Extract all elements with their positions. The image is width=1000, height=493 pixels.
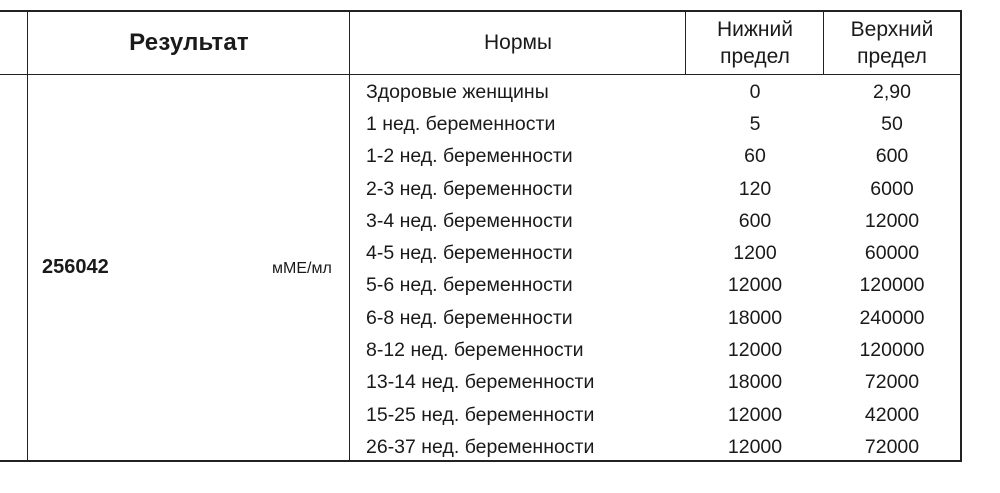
- norm-lower-limit: 60: [744, 145, 766, 168]
- norm-lower-limit: 18000: [727, 371, 783, 394]
- norm-label: 13-14 нед. беременности: [366, 371, 595, 394]
- norm-upper-limit: 60000: [864, 242, 920, 265]
- norm-label: 1 нед. беременности: [366, 112, 556, 135]
- norm-row: [350, 108, 960, 140]
- header-lower-limit: [686, 12, 824, 74]
- norm-lower-limit: 12000: [727, 435, 783, 458]
- norm-upper-limit: 12000: [864, 209, 920, 232]
- header-divider: [0, 74, 960, 75]
- norm-label: 3-4 нед. беременности: [366, 209, 573, 232]
- norm-row: [350, 431, 960, 463]
- norm-row: [350, 270, 960, 302]
- norm-upper-limit: 42000: [864, 403, 920, 426]
- norm-label: 26-37 нед. беременности: [366, 435, 595, 458]
- norm-lower-limit: 12000: [727, 274, 783, 297]
- left-border: [27, 12, 28, 460]
- norm-label: 5-6 нед. беременности: [366, 274, 573, 297]
- result-unit: мМЕ/мл: [272, 260, 332, 277]
- result-value: 256042: [42, 256, 109, 278]
- norm-label: 15-25 нед. беременности: [366, 403, 595, 426]
- norm-row: [350, 205, 960, 237]
- header-upper-limit: [824, 12, 960, 74]
- norm-row: [350, 334, 960, 366]
- norm-label: Здоровые женщины: [366, 80, 549, 103]
- header-result: Результат: [129, 29, 249, 56]
- norm-row: [350, 76, 960, 108]
- norm-row: [350, 367, 960, 399]
- norm-upper-limit: 120000: [859, 339, 925, 362]
- norm-row: [350, 237, 960, 269]
- norm-lower-limit: 12000: [727, 403, 783, 426]
- norm-upper-limit: 72000: [864, 435, 920, 458]
- norm-lower-limit: 1200: [733, 242, 777, 265]
- norms-list: [350, 76, 960, 464]
- norm-label: 2-3 нед. беременности: [366, 177, 573, 200]
- norm-lower-limit: 600: [738, 209, 772, 232]
- norm-upper-limit: 6000: [870, 177, 914, 200]
- norm-upper-limit: 120000: [859, 274, 925, 297]
- norm-row: [350, 141, 960, 173]
- norm-upper-limit: 600: [875, 145, 909, 168]
- norm-row: [350, 399, 960, 431]
- norm-lower-limit: 120: [738, 177, 772, 200]
- norm-lower-limit: 18000: [727, 306, 783, 329]
- norm-label: 6-8 нед. беременности: [366, 306, 573, 329]
- norm-lower-limit: 12000: [727, 339, 783, 362]
- norm-upper-limit: 72000: [864, 371, 920, 394]
- norm-lower-limit: 5: [749, 112, 761, 135]
- norm-lower-limit: 0: [749, 80, 761, 103]
- norm-upper-limit: 2,90: [873, 80, 911, 103]
- norm-row: [350, 302, 960, 334]
- header-lower-line2: предел: [720, 45, 790, 68]
- norm-upper-limit: 240000: [859, 306, 925, 329]
- header-upper-line2: предел: [857, 45, 927, 68]
- norm-label: 4-5 нед. беременности: [366, 242, 573, 265]
- norm-label: 8-12 нед. беременности: [366, 339, 584, 362]
- norm-row: [350, 173, 960, 205]
- header-upper-line1: Верхний: [850, 18, 934, 41]
- norm-label: 1-2 нед. беременности: [366, 145, 573, 168]
- header-norms: Нормы: [483, 31, 553, 54]
- results-table: [0, 10, 962, 462]
- norm-upper-limit: 50: [881, 112, 903, 135]
- header-lower-line1: Нижний: [716, 18, 793, 41]
